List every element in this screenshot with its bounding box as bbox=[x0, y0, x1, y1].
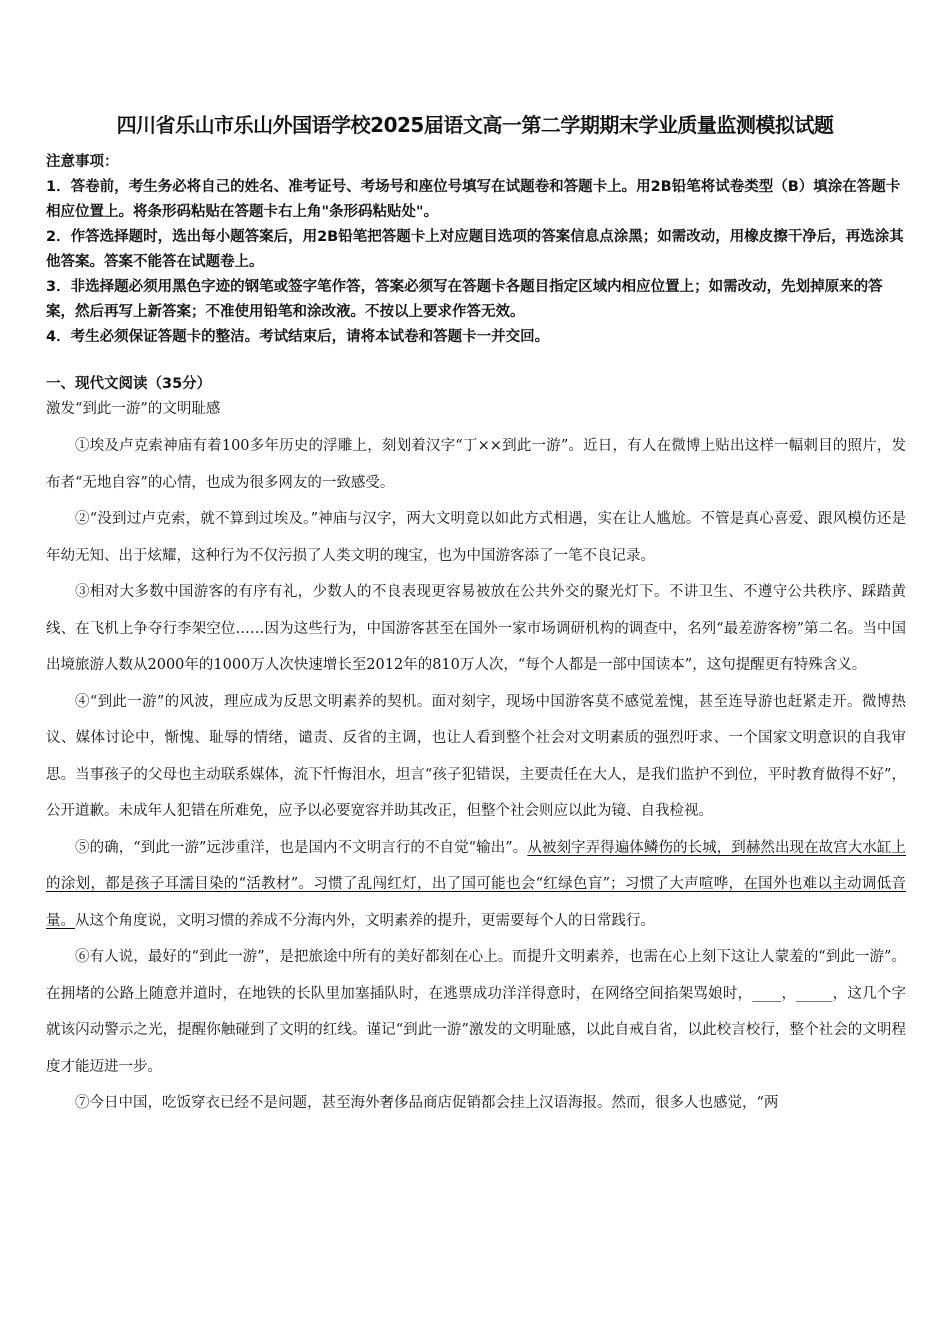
notice-item-3: 3．非选择题必须用黑色字迹的钢笔或签字笔作答，答案必须写在答题卡各题目指定区域内相应位置上；如需改动，先划掉原来的答案，然后再写上新答案；不准使用铅笔和涂改液。不按以上要求作答无效。 bbox=[46, 279, 883, 320]
notice-item-2: 2．作答选择题时，选出每小题答案后，用2B铅笔把答题卡上对应题目选项的答案信息点涂黑；如需改动，用橡皮擦干净后，再选涂其他答案。答案不能答在试题卷上。 bbox=[46, 229, 904, 270]
notice-block bbox=[46, 150, 906, 350]
exam-title: 四川省乐山市乐山外国语学校2025届语文高一第二学期期末学业质量监测模拟试题 bbox=[116, 113, 834, 137]
paragraph-4: ④“到此一游”的风波，理应成为反思文明素养的契机。面对刻字，现场中国游客莫不感觉羞愧，甚至连导游也赶紧走开。微博热议、媒体讨论中，惭愧、耻辱的情绪，谴责、反省的主调，也让人看到整个社会对文明素质的强烈吁求、一个国家文明意识的自我审思。当事孩子的父母也主动联系媒体，流下忏悔泪水，坦言“孩子犯错误，主要责任在大人，是我们监护不到位，平时教育做得不好”，公开道歉。未成年人犯错在所难免，应予以必要宽容并助其改正，但整个社会则应以此为镜、自我检视。 bbox=[46, 693, 906, 819]
notice-item-1: 1．答卷前，考生务必将自己的姓名、准考证号、考场号和座位号填写在试题卷和答题卡上。用2B铅笔将试卷类型（B）填涂在答题卡相应位置上。将条形码粘贴在答题卡右上角"条形码粘贴处"。 bbox=[46, 179, 901, 220]
paragraph-3: ③相对大多数中国游客的有序有礼，少数人的不良表现更容易被放在公共外交的聚光灯下。不讲卫生、不遵守公共秩序、踩踏黄线、在飞机上争夺行李架空位……因为这些行为，中国游客甚至在国外一家市场调研机构的调查中，名列“最差游客榜”第二名。当中国出境旅游人数从2000年的1000万人次快速增长至2012年的810万人次，“每个人都是一部中国读本”，这句提醒更有特殊含义。 bbox=[46, 584, 906, 673]
notice-heading: 注意事项： bbox=[46, 154, 119, 170]
paragraph-1: ①埃及卢克索神庙有着100多年历史的浮雕上，刻划着汉字“丁××到此一游”。近日，有人在微博上贴出这样一幅刺目的照片，发布者“无地自容”的心情，也成为很多网友的一致感受。 bbox=[46, 438, 906, 491]
article-body bbox=[46, 428, 906, 1122]
notice-item-4: 4．考生必须保证答题卡的整洁。考试结束后，请将本试卷和答题卡一并交回。 bbox=[46, 329, 550, 345]
paragraph-5-underlined: 从被刻字弄得遍体鳞伤的长城，到赫然出现在故宫大水缸上的涂划，都是孩子耳濡目染的“活教材”。习惯了乱闯红灯，出了国可能也会“红绿色盲”；习惯了大声喧哗，在国外也难以主动调低音量。 bbox=[46, 839, 906, 929]
paragraph-5-intro: ⑤的确，“到此一游”远涉重洋，也是国内不文明言行的不自觉“输出”。 bbox=[75, 839, 528, 856]
article-title: 激发“到此一游”的文明耻感 bbox=[46, 401, 221, 417]
paragraph-2: ②“没到过卢克索，就不算到过埃及。”神庙与汉字，两大文明竟以如此方式相遇，实在让人尴尬。不管是真心喜爱、跟风模仿还是年幼无知、出于炫耀，这种行为不仅污损了人类文明的瑰宝，也为中国游客添了一笔不良记录。 bbox=[46, 511, 906, 564]
paragraph-6: ⑥有人说，最好的“到此一游”，是把旅途中所有的美好都刻在心上。而提升文明素养，也需在心上刻下这让人蒙羞的“到此一游”。在拥堵的公路上随意并道时，在地铁的长队里加塞插队时，在逃票成功洋洋得意时，在网络空间掐架骂娘时，____，_____，这几个字就该闪动警示之光，提醒你触碰到了文明的红线。谨记“到此一游”激发的文明耻感，以此自戒自省，以此校言校行，整个社会的文明程度才能迈进一步。 bbox=[46, 949, 906, 1075]
paragraph-5 bbox=[46, 830, 906, 940]
paragraph-5-conclusion: 从这个角度说，文明习惯的养成不分海内外，文明素养的提升，更需要每个人的日常践行。 bbox=[75, 912, 655, 929]
section-heading: 一、现代文阅读（35分） bbox=[46, 376, 212, 392]
paragraph-7: ⑦今日中国，吃饭穿衣已经不是问题，甚至海外奢侈品商店促销都会挂上汉语海报。然而，很多人也感觉，“两 bbox=[75, 1095, 779, 1111]
